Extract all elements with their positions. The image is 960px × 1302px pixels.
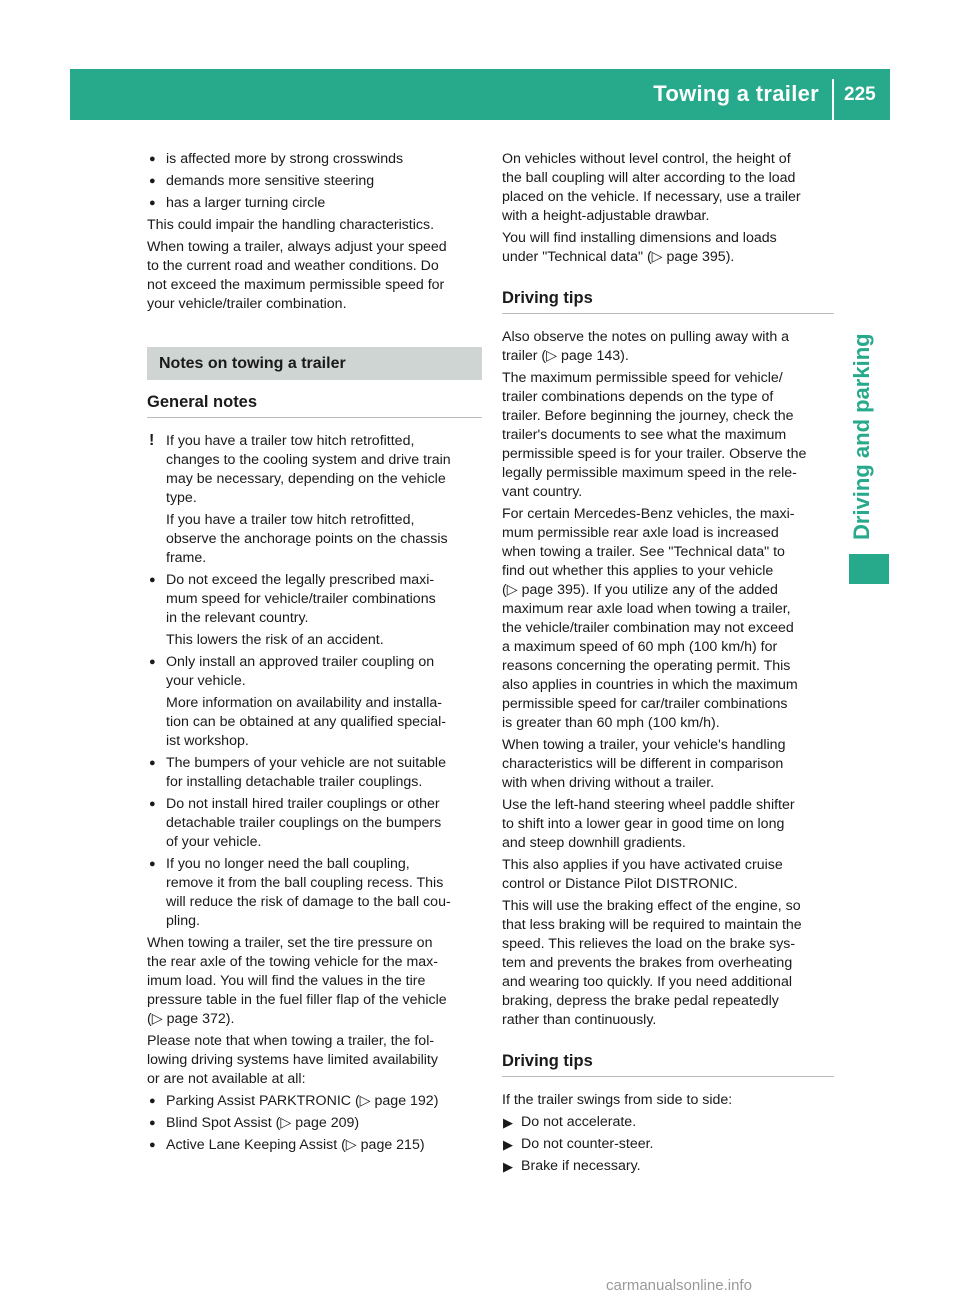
watermark: carmanualsonline.info (606, 1277, 752, 1294)
list-item[interactable]: ● Active Lane Keeping Assist (▷ page 215) (149, 1137, 425, 1153)
list-item: ● demands more sensitive steering (149, 173, 375, 189)
list-item: ▶ Brake if necessary. (503, 1158, 641, 1174)
bullet-icon: ● (149, 1117, 156, 1129)
left-column (147, 150, 482, 1155)
step-arrow-icon: ▶ (503, 1137, 513, 1152)
bullet-icon: ● (149, 656, 156, 668)
page-number: 225 (844, 84, 876, 105)
bullet-icon: ● (149, 574, 156, 586)
bullet-icon: ● (149, 1095, 156, 1107)
bullet-icon: ● (149, 175, 156, 187)
bullet-icon: ● (149, 1139, 156, 1151)
list-item: ● The bumpers of your vehicle are not suitable for installing detachable trailer couplings. (149, 755, 446, 790)
page-reference[interactable]: under "Technical data" (▷ page 395). (502, 249, 735, 265)
paragraph: On vehicles without level control, the height of the ball coupling will alter according to the load placed on the vehicle. If necessary, use a trailer with a height-adjustable drawbar. (502, 151, 801, 224)
paragraph: This also applies if you have activated cruise control or Distance Pilot DISTRONIC. (502, 857, 783, 892)
paragraph: Please note that when towing a trailer, the fol- lowing driving systems have limited availability or are not available at all: (147, 1033, 438, 1087)
general-notes-heading: General notes (147, 391, 482, 418)
page-title: Towing a trailer (653, 81, 819, 106)
list-item[interactable]: ● Parking Assist PARKTRONIC (▷ page 192) (149, 1093, 439, 1109)
list-item: ● Do not install hired trailer couplings or other detachable trailer couplings on the bumpers of your vehicle. (149, 796, 442, 850)
header-divider (832, 79, 834, 120)
driving-tips-heading: Driving tips (502, 287, 834, 314)
paragraph: For certain Mercedes-Benz vehicles, the maxi- mum permissible rear axle load is increased when towing a trailer. See "Technical data" to find out whether this applies to your vehicle (▷ page 395). If you utilize any of the added maximum rear axle load when towing a trailer, the vehicle/trailer combination may not exceed a maximum speed of 60 mph (100 km/h) for reasons concerning the operating permit. This also applies in countries in which the maximum permissible speed for car/trailer combinations is greater than 60 mph (100 km/h). (502, 506, 798, 731)
list-item: ● If you no longer need the ball coupling, remove it from the ball coupling recess. This will reduce the risk of damage to the ball cou- pling. (149, 856, 451, 929)
paragraph: If the trailer swings from side to side: (502, 1092, 733, 1108)
paragraph: Use the left-hand steering wheel paddle shifter to shift into a lower gear in good time on long and steep downhill gradients. (502, 797, 795, 851)
step-arrow-icon: ▶ (503, 1115, 513, 1130)
list-item: ▶ Do not accelerate. (503, 1114, 637, 1130)
top-bullet-list (147, 150, 482, 213)
header-band (70, 69, 890, 120)
step-arrow-icon: ▶ (503, 1159, 513, 1174)
bullet-icon: ● (149, 153, 156, 165)
side-tab-label: Driving and parking (849, 333, 874, 540)
bullet-icon: ● (149, 197, 156, 209)
systems-list (147, 1092, 482, 1155)
paragraph: When towing a trailer, your vehicle's handling characteristics will be different in comparison with when driving without a trailer. (502, 737, 786, 791)
side-tab (849, 333, 889, 541)
bullet-icon: ● (149, 798, 156, 810)
paragraph: This will use the braking effect of the engine, so that less braking will be required to maintain the speed. This relieves the load on the brake sys- tem and prevents the brakes from overheating and wearing too quickly. If you need additional braking, depress the brake pedal repeatedly rather than continuously. (502, 898, 802, 1028)
paragraph: When towing a trailer, always adjust your speed to the current road and weather conditions. Do not exceed the maximum permissible speed for your vehicle/trailer combination. (147, 239, 447, 312)
page-reference[interactable]: trailer (▷ page 143). (502, 348, 629, 364)
driving-tips-heading-2: Driving tips (502, 1050, 834, 1077)
list-item: ● is affected more by strong crosswinds (149, 151, 404, 167)
paragraph: Also observe the notes on pulling away with a trailer (▷ page 143). (502, 328, 834, 366)
bullet-icon: ● (149, 757, 156, 769)
page-reference[interactable]: (▷ page 372). (147, 1011, 235, 1027)
warning-note: ! If you have a trailer tow hitch retrofitted, changes to the cooling system and drive train may be necessary, depending on the vehicle type. If you have a trailer tow hitch retrofitted, observe the anchorage points on the chassis frame. (149, 432, 451, 566)
list-item[interactable]: ● Blind Spot Assist (▷ page 209) (149, 1115, 360, 1131)
warning-icon: ! (149, 432, 155, 449)
paragraph: You will find installing dimensions and loads under "Technical data" (▷ page 395). (502, 229, 834, 267)
list-item: ▶ Do not counter-steer. (503, 1136, 654, 1152)
list-item: ● has a larger turning circle (149, 195, 326, 211)
paragraph: This could impair the handling characteristics. (147, 217, 435, 233)
list-item: ● Do not exceed the legally prescribed maxi- mum speed for vehicle/trailer combinations in the relevant country. This lowers the risk of an accident. (149, 572, 436, 648)
side-tab-block (849, 554, 889, 584)
paragraph: When towing a trailer, set the tire pressure on the rear axle of the towing vehicle for the max- imum load. You will find the values in the tire pressure table in the fuel filler flap of the vehicle (▷ page 372). (147, 934, 482, 1029)
bullet-icon: ● (149, 858, 156, 870)
right-column (502, 150, 834, 1176)
step-list (502, 1113, 834, 1176)
list-item: ● Only install an approved trailer coupling on your vehicle. More information on availability and installa- tion can be obtained at any qualified special- ist workshop. (149, 654, 447, 749)
section-title: Notes on towing a trailer (147, 347, 482, 380)
paragraph: The maximum permissible speed for vehicle/ trailer combinations depends on the type of trailer. Before beginning the journey, check the trailer's documents to see what the maximum permissible speed is for your trailer. Observe the legally permissible maximum speed in the rele- vant country. (502, 370, 807, 500)
